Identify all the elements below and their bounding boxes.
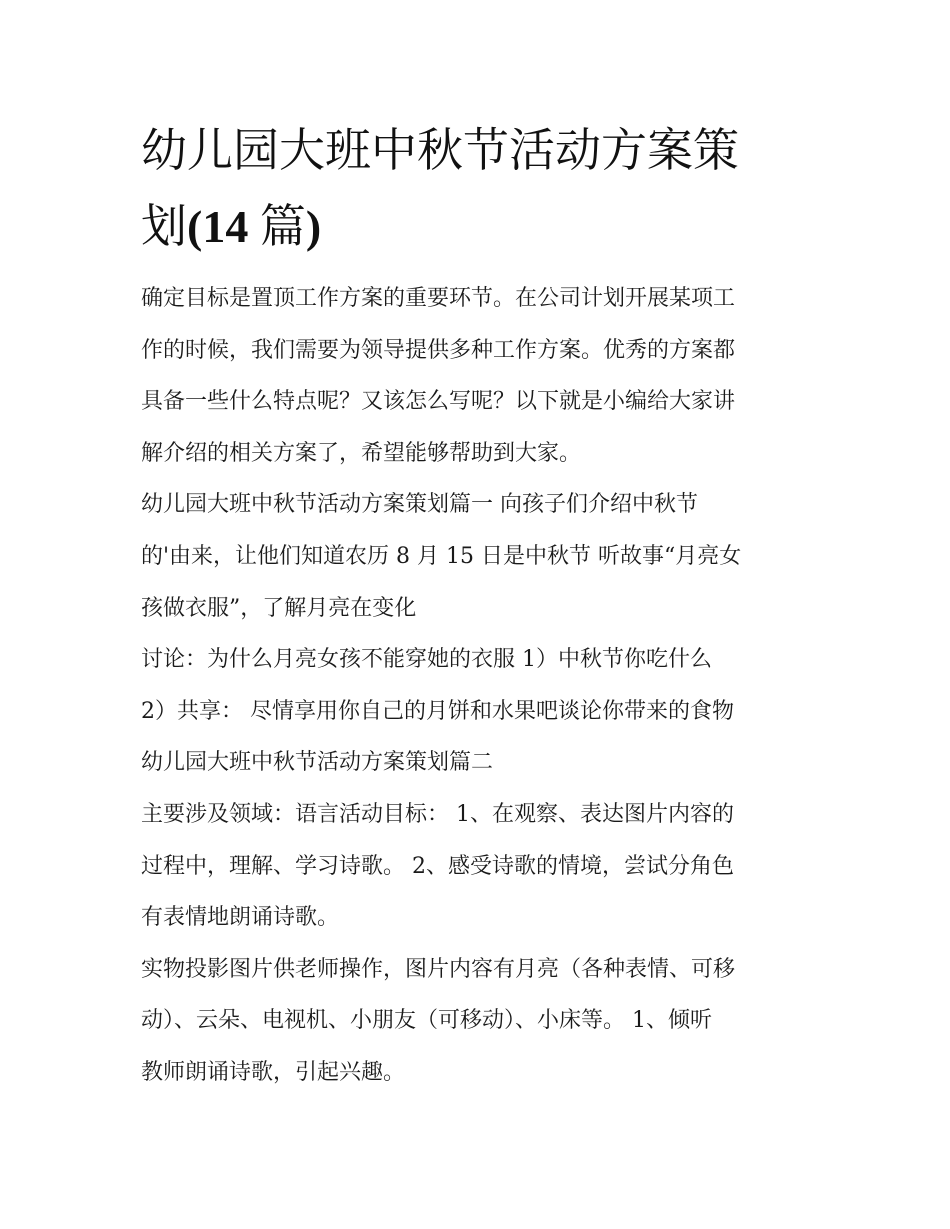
paragraph-line: 讨论：为什么月亮女孩不能穿她的衣服 1）中秋节你吃什么: [141, 647, 712, 673]
document-title: [141, 112, 816, 265]
paragraph-materials: [141, 944, 816, 1099]
title-line-2: [141, 188, 816, 265]
paragraph-line: 2）共享： 尽情享用你自己的月饼和水果吧谈论你带来的食物: [141, 698, 734, 724]
paragraph-line: 动）、云朵、电视机、小朋友（可移动）、小床等。 1、倾听: [141, 1008, 712, 1034]
paragraph-line: 幼儿园大班中秋节活动方案策划篇一 向孩子们介绍中秋节: [141, 492, 698, 518]
paragraph-intro: [141, 273, 816, 479]
title-close-paren: ): [305, 201, 322, 252]
paragraph-line: 孩做衣服”，了解月亮在变化: [141, 595, 417, 621]
paragraph-discussion: [141, 634, 816, 789]
document-body: [141, 112, 816, 1099]
paragraph-line: 教师朗诵诗歌，引起兴趣。: [141, 1059, 406, 1085]
title-line-2-text: 划: [141, 199, 187, 253]
paragraph-line: 幼儿园大班中秋节活动方案策划篇二: [141, 750, 494, 776]
paragraph-line: 作的时候，我们需要为领导提供多种工作方案。优秀的方案都: [141, 337, 736, 363]
paragraph-line: 有表情地朗诵诗歌。: [141, 905, 340, 931]
title-line-1: 幼儿园大班中秋节活动方案策: [141, 123, 739, 177]
paragraph-line: 实物投影图片供老师操作，图片内容有月亮（各种表情、可移: [141, 956, 736, 982]
paragraph-goals: [141, 789, 816, 944]
paragraph-line: 具备一些什么特点呢？又该怎么写呢？以下就是小编给大家讲: [141, 389, 736, 415]
title-count: (14: [187, 201, 260, 252]
paragraph-line: 过程中，理解、学习诗歌。 2、感受诗歌的情境，尝试分角色: [141, 853, 734, 879]
paragraph-section-1: [141, 479, 816, 634]
paragraph-line: 确定目标是置顶工作方案的重要环节。在公司计划开展某项工: [141, 286, 736, 311]
paragraph-line: 解介绍的相关方案了，希望能够帮助到大家。: [141, 440, 582, 466]
title-count-suffix: 篇: [259, 199, 306, 253]
paragraph-line: 主要涉及领域：语言活动目标： 1、在观察、表达图片内容的: [141, 801, 734, 827]
paragraph-line: 的'由来，让他们知道农历 8 月 15 日是中秋节 听故事“月亮女: [141, 543, 742, 569]
